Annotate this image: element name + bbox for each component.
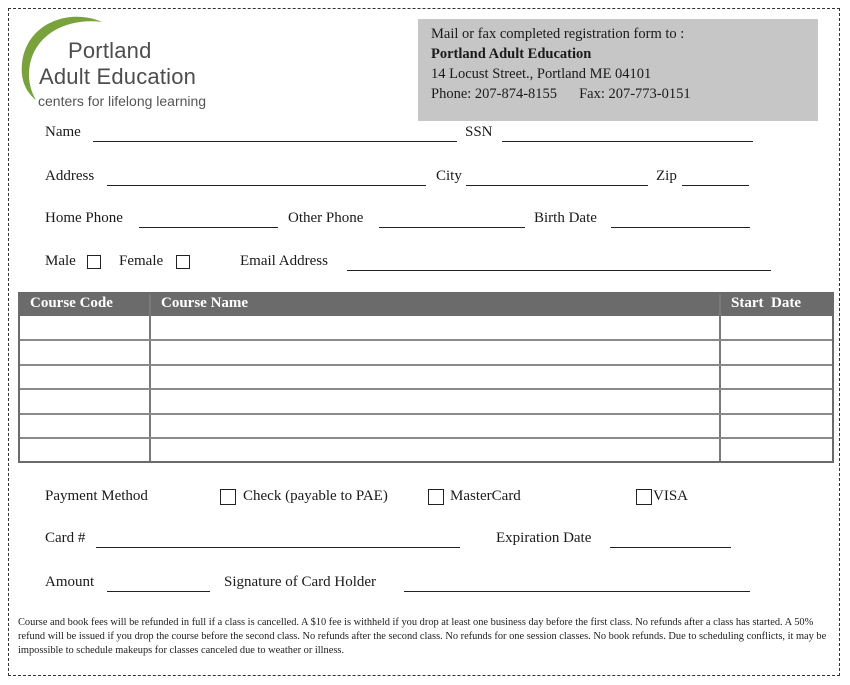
refund-policy-text: Course and book fees will be refunded in full if a class is cancelled. A $10 fee is withheld if you drop at least one business day before the first class. No refunds after a class has started. A 50% refund will be issued if you drop the course before the second class. No refunds after the second class. No refunds for one session classes. No book refunds. Due to scheduling conflicts, it may be impossible to schedule makeups for classes canceled due to weather or illness. bbox=[18, 617, 827, 656]
check-label: Check (payable to PAE) bbox=[243, 488, 388, 504]
row-divider bbox=[20, 413, 832, 415]
female-label: Female bbox=[119, 253, 164, 269]
email-label: Email Address bbox=[240, 253, 328, 269]
male-label: Male bbox=[45, 253, 76, 269]
mastercard-label: MasterCard bbox=[450, 488, 521, 504]
mail-address: 14 Locust Street., Portland ME 04101 bbox=[431, 66, 652, 82]
start-date-header: Start Date bbox=[731, 295, 801, 311]
course-table bbox=[18, 292, 834, 463]
course-name-header: Course Name bbox=[161, 295, 249, 311]
logo-text-adult-education: Adult Education bbox=[39, 64, 197, 89]
mail-phone-fax bbox=[431, 84, 818, 104]
course-table-header bbox=[20, 294, 832, 316]
email-field[interactable] bbox=[347, 270, 771, 271]
home-phone-field[interactable] bbox=[139, 227, 278, 228]
amount-label: Amount bbox=[45, 574, 95, 590]
column-divider bbox=[719, 294, 721, 461]
signature-field[interactable] bbox=[404, 591, 750, 592]
ssn-field[interactable] bbox=[502, 141, 753, 142]
mail-phone: Phone: 207-874-8155 bbox=[431, 86, 558, 102]
city-label: City bbox=[436, 168, 462, 184]
logo-text-portland: Portland bbox=[68, 38, 152, 63]
mail-intro: Mail or fax completed registration form to : bbox=[431, 26, 685, 42]
name-field[interactable] bbox=[93, 141, 457, 142]
address-field[interactable] bbox=[107, 185, 426, 186]
ssn-label: SSN bbox=[465, 124, 493, 140]
card-number-field[interactable] bbox=[96, 547, 460, 548]
logo bbox=[16, 12, 246, 117]
logo-tagline: centers for lifelong learning bbox=[38, 93, 207, 109]
row-divider bbox=[20, 437, 832, 439]
other-phone-field[interactable] bbox=[379, 227, 525, 228]
mail-org: Portland Adult Education bbox=[431, 46, 592, 62]
mail-instructions bbox=[418, 19, 818, 121]
check-checkbox[interactable] bbox=[220, 489, 236, 505]
row-divider bbox=[20, 364, 832, 366]
row-divider bbox=[20, 339, 832, 341]
female-checkbox[interactable] bbox=[176, 255, 190, 269]
address-label: Address bbox=[45, 168, 95, 184]
visa-checkbox[interactable] bbox=[636, 489, 652, 505]
expiration-date-label: Expiration Date bbox=[496, 530, 592, 546]
mail-fax: Fax: 207-773-0151 bbox=[579, 86, 691, 102]
amount-field[interactable] bbox=[107, 591, 210, 592]
mastercard-checkbox[interactable] bbox=[428, 489, 444, 505]
course-code-header: Course Code bbox=[30, 295, 113, 311]
city-field[interactable] bbox=[466, 185, 648, 186]
birth-date-field[interactable] bbox=[611, 227, 750, 228]
signature-label: Signature of Card Holder bbox=[224, 574, 377, 590]
card-number-label: Card # bbox=[45, 530, 86, 546]
zip-label: Zip bbox=[656, 168, 677, 184]
home-phone-label: Home Phone bbox=[45, 210, 123, 226]
male-checkbox[interactable] bbox=[87, 255, 101, 269]
row-divider bbox=[20, 388, 832, 390]
other-phone-label: Other Phone bbox=[288, 210, 364, 226]
birth-date-label: Birth Date bbox=[534, 210, 597, 226]
zip-field[interactable] bbox=[682, 185, 749, 186]
payment-method-label: Payment Method bbox=[45, 488, 148, 504]
name-label: Name bbox=[45, 124, 81, 140]
expiration-date-field[interactable] bbox=[610, 547, 731, 548]
column-divider bbox=[149, 294, 151, 461]
visa-label: VISA bbox=[653, 488, 689, 504]
